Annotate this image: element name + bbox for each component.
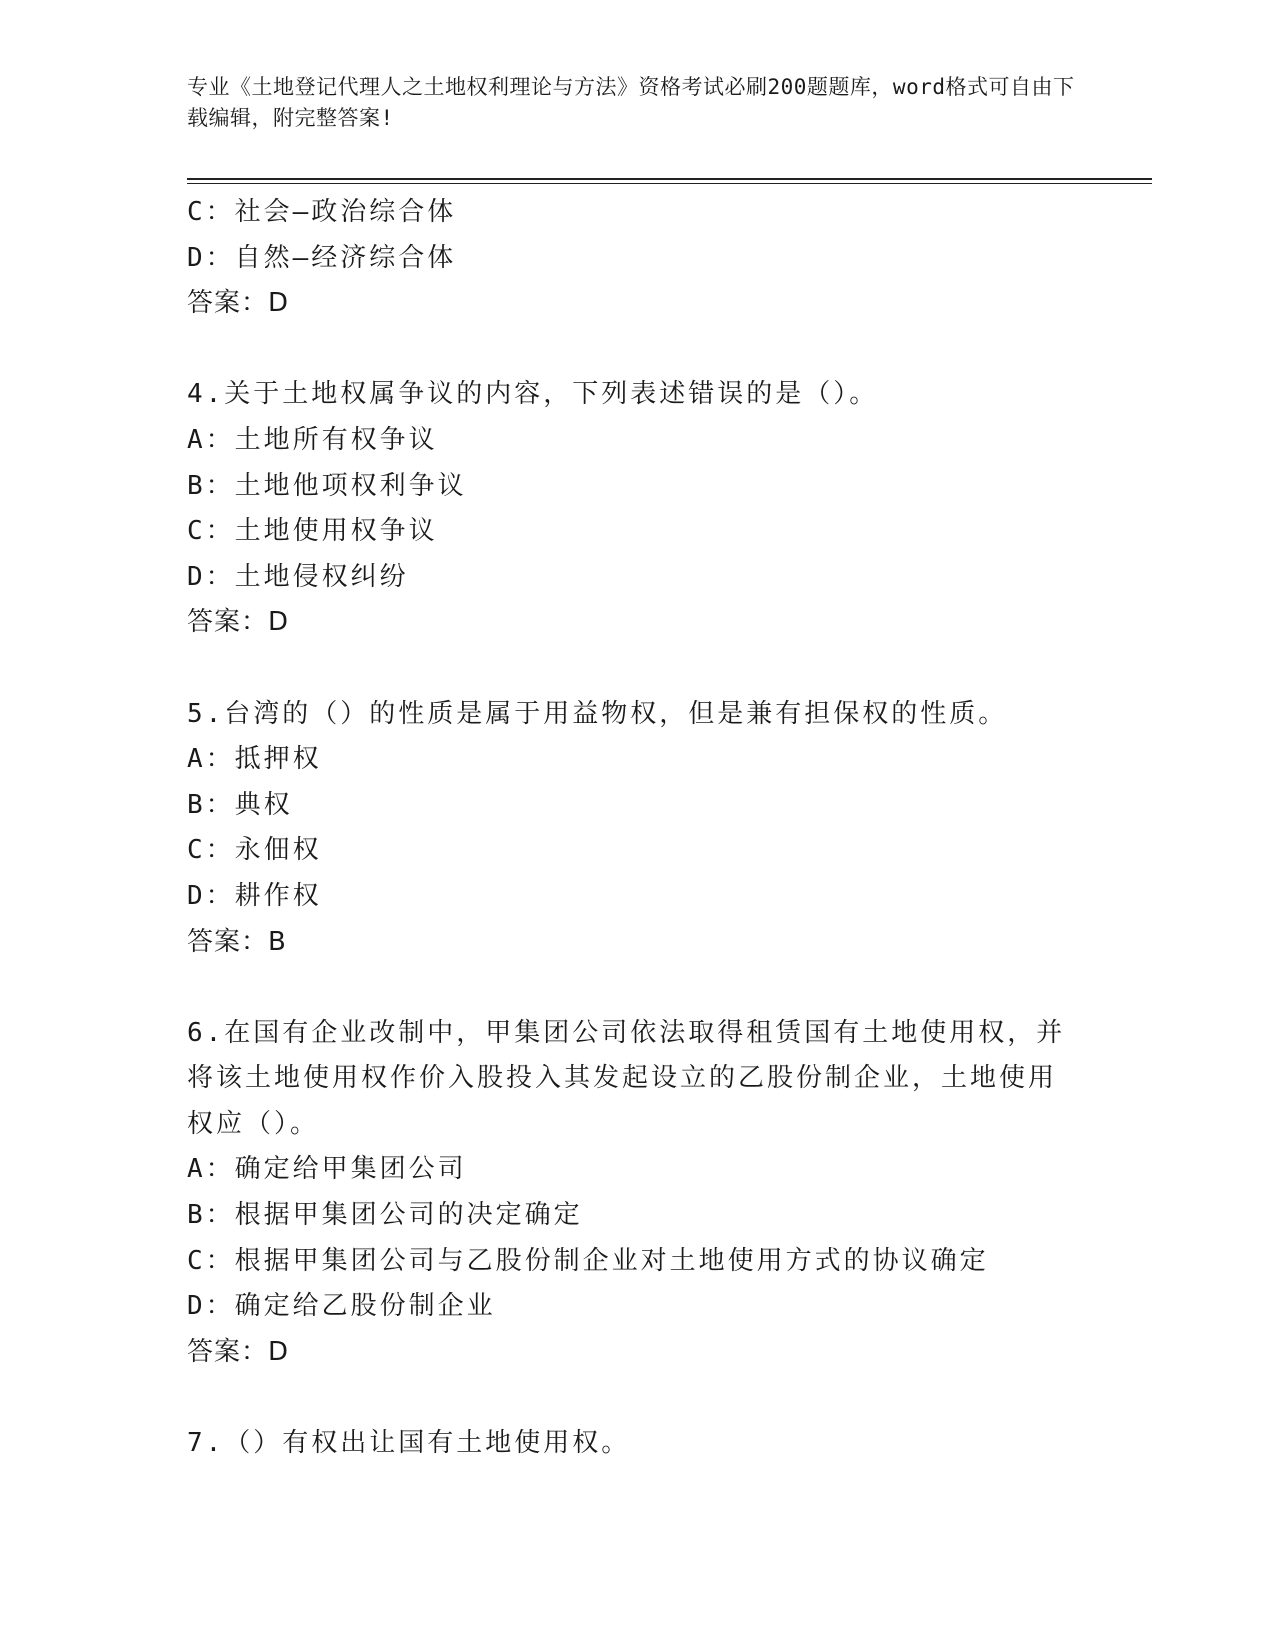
question-4 bbox=[187, 372, 1077, 646]
option-d: D：耕作权 bbox=[187, 880, 322, 911]
question-stem: 6.在国有企业改制中，甲集团公司依法取得租赁国有土地使用权，并将该土地使用权作价入股投入其发起设立的乙股份制企业，土地使用权应（）。 bbox=[187, 1017, 1066, 1139]
question-5 bbox=[187, 692, 1077, 966]
question-list bbox=[187, 190, 1077, 1467]
question-stem: 5.台湾的（）的性质是属于用益物权，但是兼有担保权的性质。 bbox=[187, 698, 1008, 729]
option-b: B：土地他项权利争议 bbox=[187, 470, 467, 501]
question-spacer bbox=[187, 965, 1077, 1011]
option-d: D：确定给乙股份制企业 bbox=[187, 1291, 496, 1322]
option-a: A：确定给甲集团公司 bbox=[187, 1154, 467, 1185]
option-c: C：永佃权 bbox=[187, 835, 322, 866]
option-c: C：根据甲集团公司与乙股份制企业对土地使用方式的协议确定 bbox=[187, 1245, 989, 1276]
answer-line: 答案：D bbox=[187, 607, 290, 638]
document-header bbox=[187, 72, 1077, 134]
answer-line: 答案：D bbox=[187, 1336, 290, 1367]
question-stem: 4.关于土地权属争议的内容，下列表述错误的是（）。 bbox=[187, 379, 879, 410]
answer-line: 答案：D bbox=[187, 288, 290, 319]
option-a: A：土地所有权争议 bbox=[187, 424, 438, 455]
question-6 bbox=[187, 1011, 1077, 1376]
option-d: D：自然—经济综合体 bbox=[187, 242, 457, 273]
option-b: B：典权 bbox=[187, 789, 293, 820]
option-a: A：抵押权 bbox=[187, 744, 322, 775]
header-title: 专业《土地登记代理人之土地权利理论与方法》资格考试必刷200题题库，word格式可自由下载编辑，附完整答案! bbox=[187, 75, 1075, 130]
question-fragment bbox=[187, 190, 1077, 327]
question-spacer bbox=[187, 1375, 1077, 1421]
question-spacer bbox=[187, 646, 1077, 692]
question-spacer bbox=[187, 327, 1077, 373]
option-c: C：社会—政治综合体 bbox=[187, 197, 457, 227]
header-divider-thin bbox=[187, 183, 1152, 184]
option-c: C：土地使用权争议 bbox=[187, 516, 438, 547]
question-stem: 7.（）有权出让国有土地使用权。 bbox=[187, 1428, 631, 1459]
header-divider bbox=[187, 178, 1152, 180]
option-b: B：根据甲集团公司的决定确定 bbox=[187, 1200, 583, 1231]
answer-line: 答案：B bbox=[187, 926, 287, 957]
question-7 bbox=[187, 1421, 1077, 1467]
option-d: D：土地侵权纠纷 bbox=[187, 561, 409, 592]
